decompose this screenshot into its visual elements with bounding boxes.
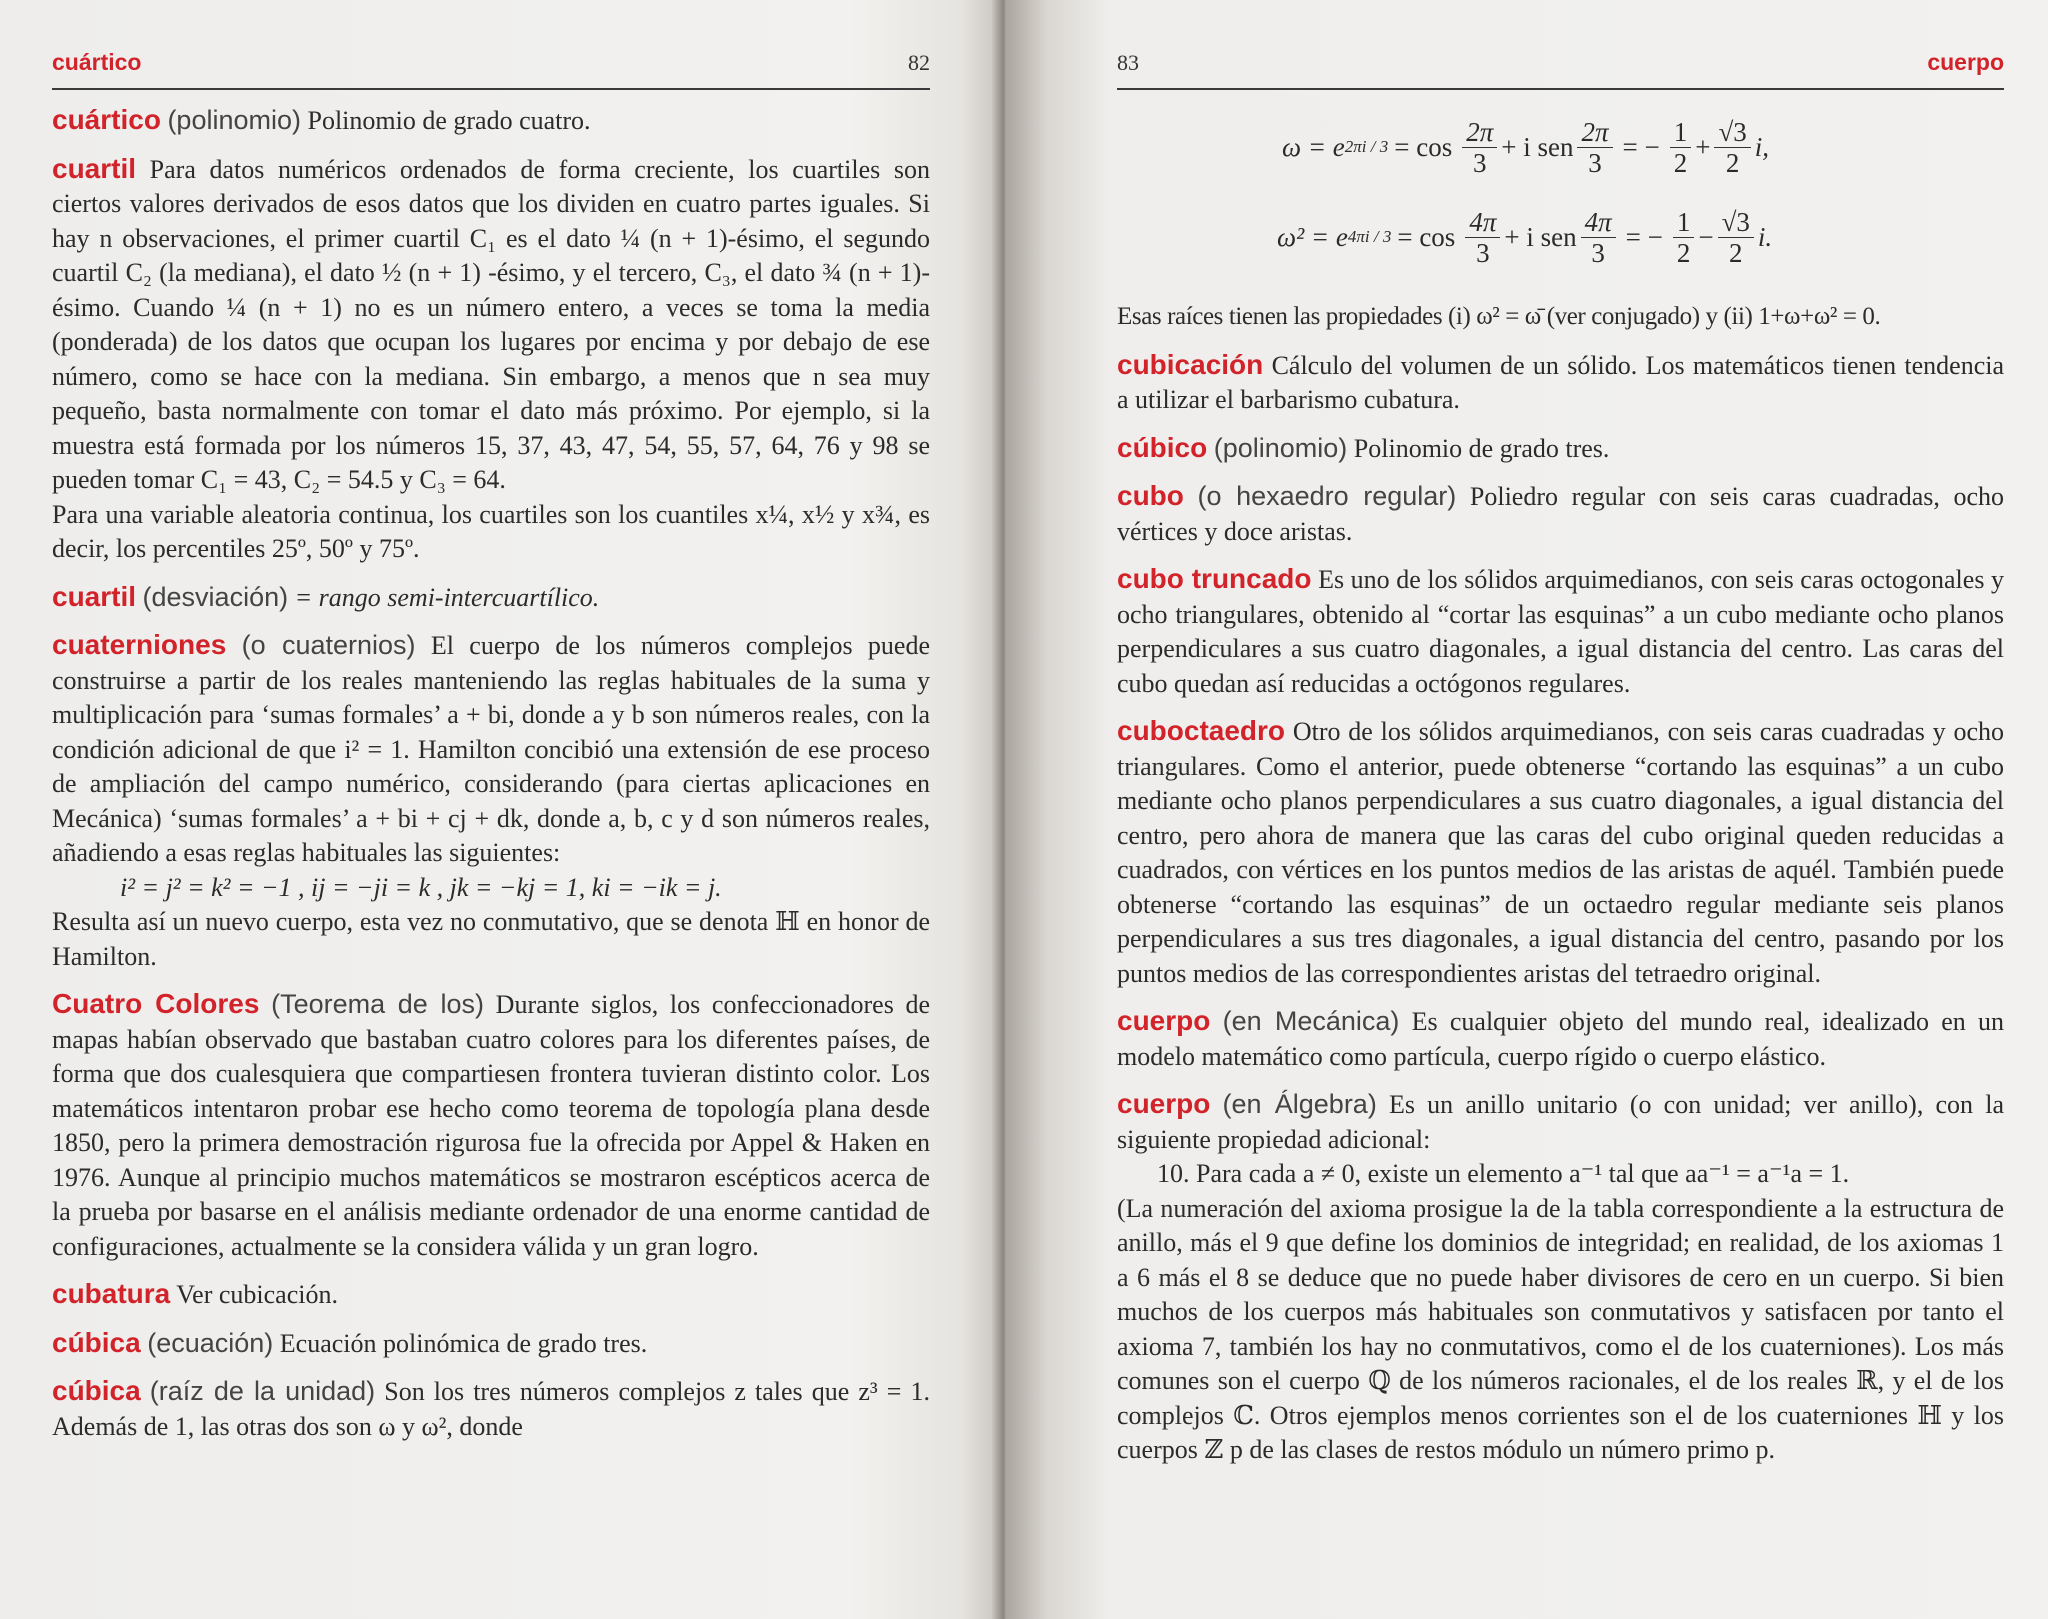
right-page (1005, 0, 2048, 1619)
entry-definition: Es uno de los sólidos arquimedianos, con seis caras octogonales y ocho triangulares, obtenido al “cortar las esquinas” a un cubo mediante ocho planos perpendiculares a sus cuatro diagonales, a igual distancia del centro. Las caras del cubo quedan así reducidas a octógonos regulares. (1117, 565, 2004, 698)
fraction-denominator: 2 (1725, 147, 1740, 178)
imaginary-unit: i, (1754, 132, 1770, 162)
omega2-lhs: ω² = e (1277, 222, 1348, 252)
entry-headword: cúbica (52, 1375, 141, 1406)
entry-headword: cuartil (52, 580, 137, 612)
entry-definition: Otro de los sólidos arquimedianos, con seis caras cuadradas y ocho triangulares. Como el anterior, puede obtenerse “cortando las esquinas” a un cubo mediante ocho planos perpendiculares a sus cuatro diagonales, a igual distancia del centro, pero ahora de manera que las caras del cubo original queden reducidas a cuadrados, con vértices en los puntos medios de las aristas de aquél. También puede obtenerse “cortando las esquinas” de un octaedro regular mediante seis planos perpendiculares a sus tres diagonales, a igual distancia del centro, pasando por los puntos medios de las correspondientes aristas del tetraedro original. (1117, 717, 2004, 988)
fraction-1-2 (1673, 207, 1695, 268)
entry-definition: = rango semi-intercuartílico. (294, 582, 600, 612)
omega-exponent: 2πi / 3 (1344, 137, 1389, 156)
entry-headword: cubo truncado (1117, 563, 1312, 594)
entry-headword: cubo (1117, 480, 1184, 511)
entry-headword: cuerpo (1117, 1005, 1211, 1036)
fraction-sqrt3-2 (1718, 207, 1754, 268)
omega-formula (1117, 102, 2004, 192)
entry-headword: Cuatro Colores (52, 988, 260, 1019)
fraction-denominator: 2 (1676, 237, 1691, 268)
page-number: 82 (908, 50, 930, 75)
fraction-4pi-3 (1465, 207, 1500, 268)
entry-cubico (1117, 431, 2004, 467)
entry-definition: Ver cubicación. (176, 1280, 338, 1309)
entry-definition: Cálculo del volumen de un sólido. Los matemáticos tienen tendencia a utilizar el barbarismo cubatura. (1117, 350, 2004, 414)
entry-definition: Poliedro regular con seis caras cuadradas, ocho vértices y doce aristas. (1117, 482, 2005, 546)
entry-cuartico (52, 103, 930, 139)
fraction-numerator: 2π (1577, 117, 1612, 148)
entry-headword: cúbico (1117, 431, 1208, 463)
entry-paragraph: Resulta así un nuevo cuerpo, esta vez no conmutativo, que se denota ℍ en honor de Hamilton. (52, 907, 930, 971)
entry-headword: cuerpo (1117, 1088, 1211, 1119)
entry-cuboctaedro (1117, 714, 2004, 991)
fraction-numerator: √3 (1714, 117, 1750, 148)
entry-definition: Son los tres números complejos z tales que z³ = 1. Además de 1, las otras dos son ω y ω², donde (52, 1377, 931, 1441)
entry-paragraph: Para una variable aleatoria continua, los cuartiles son los cuantiles x¼, x½ y x¾, es decir, los percentiles 25º, 50º y 75º. (52, 499, 930, 563)
entry-cubica-ecuacion (52, 1326, 930, 1362)
running-header-left (52, 40, 930, 90)
entry-cubica-raiz (52, 1374, 930, 1444)
entry-qualifier: (Teorema de los) (271, 989, 484, 1019)
roots-properties: Esas raíces tienen las propiedades (i) ω² = ω̄ (ver conjugado) y (ii) 1+ω+ω² = 0. (1117, 303, 1881, 330)
entry-paragraph: (La numeración del axioma prosigue la de la tabla correspondiente a la estructura de anillo, más el 9 que define los dominios de integridad; en realidad, de los axiomas 1 a 6 más el 8 se deduce que no puede haber divisores de cero en un cuerpo. Si bien muchos de los cuerpos más habituales son conmutativos y satisfacen por tanto el axioma 7, también los hay no conmutativos, como el de los cuaterniones). Los más comunes son el cuerpo ℚ de los números racionales, el de los reales ℝ, y el de los complejos ℂ. Otros ejemplos menos corrientes son el de los cuaterniones ℍ y los cuerpos ℤ p de las clases de restos módulo un número primo p. (1117, 1193, 2004, 1464)
fraction-2pi-3 (1462, 117, 1497, 178)
entry-headword: cuaterniones (52, 629, 227, 660)
omega-lhs: ω = e (1282, 132, 1345, 162)
entry-headword: cúbica (52, 1326, 141, 1358)
fraction-numerator: 4π (1465, 207, 1500, 238)
fraction-numerator: √3 (1718, 207, 1754, 238)
entry-definition: Es un anillo unitario (o con unidad; ver anillo), con la siguiente propiedad adicional: (1117, 1090, 2004, 1154)
minus-sign: − (1698, 222, 1714, 252)
field-axiom-10: 10. Para cada a ≠ 0, existe un elemento a⁻¹ tal que aa⁻¹ = a⁻¹a = 1. (1157, 1159, 1850, 1188)
fraction-numerator: 2π (1462, 117, 1497, 148)
quaternion-rules-formula: i² = j² = k² = −1 , ij = −ji = k , jk = −kj = 1, ki = −ik = j. (120, 872, 722, 902)
entry-cubicacion (1117, 348, 2004, 418)
entry-cubatura (52, 1277, 930, 1313)
entry-qualifier: (raíz de la unidad) (149, 1376, 376, 1406)
fraction-denominator: 2 (1673, 147, 1688, 178)
left-page (0, 0, 1000, 1619)
equals-minus: = − (1625, 222, 1663, 252)
entry-definition: El cuerpo de los números complejos puede construirse a partir de los reales manteniendo las reglas habituales de la suma y multiplicación para ‘sumas formales’ a + bi, donde a y b son números reales, con la condición adicional de que i² = 1. Hamilton concibió una extensión de ese proceso de ampliación del campo numérico, considerando (para ciertas aplicaciones en Mecánica) ‘sumas formales’ a + bi + cj + dk, donde a, b, c y d son números reales, añadiendo a esas reglas habituales las siguientes: (52, 631, 931, 867)
fraction-1-2 (1670, 117, 1692, 178)
entry-qualifier: (desviación) (142, 581, 289, 612)
entry-definition: Durante siglos, los confeccionadores de mapas habían observado que bastaban cuatro colores para los diferentes países, de forma que dos cualesquiera que compartiesen frontera tuvieran distinto color. Los matemáticos intentaron probar ese hecho como teorema de topología plana desde 1850, pero la primera demostración rigurosa fue la ofrecida por Appel & Haken en 1976. Aunque al principio muchos matemáticos se mostraron escépticos acerca de la prueba por basarse en el análisis mediante ordenador de una enorme cantidad de configuraciones, actualmente se la considera válida y un gran logro. (52, 990, 931, 1261)
fraction-2pi-3 (1577, 117, 1612, 178)
entry-cuartil (52, 152, 930, 567)
page-number: 83 (1117, 50, 1139, 75)
equals-minus: = − (1622, 132, 1660, 162)
entry-headword: cubicación (1117, 348, 1264, 380)
entry-qualifier: (o cuaternios) (241, 630, 416, 660)
fraction-sqrt3-2 (1714, 117, 1750, 178)
entry-headword: cubatura (52, 1278, 171, 1309)
entry-definition: Ecuación polinómica de grado tres. (279, 1328, 648, 1358)
entry-definition: Polinomio de grado cuatro. (307, 106, 591, 135)
entry-qualifier: (ecuación) (147, 1327, 274, 1358)
entry-cuerpo-mecanica (1117, 1004, 2004, 1074)
entry-cuatro-colores (52, 987, 930, 1264)
omega-squared-formula (1117, 192, 2004, 282)
fraction-denominator: 3 (1588, 147, 1602, 178)
fraction-denominator: 2 (1728, 237, 1743, 268)
entry-cuaterniones (52, 628, 930, 974)
entry-cubo-truncado (1117, 562, 2004, 701)
fraction-numerator: 1 (1673, 207, 1695, 238)
entry-qualifier: (en Mecánica) (1222, 1006, 1400, 1036)
isen-label: + i sen (1504, 222, 1577, 252)
fraction-4pi-3 (1581, 207, 1616, 268)
entry-headword: cuártico (52, 104, 161, 135)
entry-cuartil-desviacion (52, 580, 930, 616)
cos-label: = cos (1397, 222, 1456, 252)
entry-qualifier: (polinomio) (1213, 432, 1348, 463)
fraction-denominator: 3 (1476, 237, 1490, 268)
entry-qualifier: (en Álgebra) (1222, 1089, 1377, 1119)
entry-definition: Es cualquier objeto del mundo real, idealizado en un modelo matemático como partícula, cuerpo rígido o cuerpo elástico. (1117, 1007, 2005, 1071)
running-head-word: cuerpo (1927, 49, 2004, 75)
entry-headword: cuartil (52, 152, 137, 184)
imaginary-unit: i. (1757, 222, 1773, 252)
fraction-numerator: 4π (1581, 207, 1616, 238)
entry-definition: Polinomio de grado tres. (1353, 433, 1610, 463)
omega-formulas (1117, 102, 2004, 282)
entry-cubo (1117, 479, 2004, 549)
cos-label: = cos (1394, 132, 1453, 162)
fraction-denominator: 3 (1591, 237, 1605, 268)
running-header-right (1117, 40, 2004, 90)
isen-label: + i sen (1501, 132, 1574, 162)
omega2-exponent: 4πi / 3 (1347, 227, 1392, 246)
fraction-denominator: 3 (1472, 147, 1487, 178)
entry-cuerpo-algebra (1117, 1087, 2004, 1468)
entry-headword: cuboctaedro (1117, 715, 1286, 746)
entry-qualifier: (o hexaedro regular) (1197, 481, 1457, 511)
plus-sign: + (1695, 132, 1711, 162)
fraction-numerator: 1 (1670, 117, 1692, 148)
running-head-word: cuártico (52, 49, 142, 75)
entry-qualifier: (polinomio) (167, 105, 301, 135)
entry-definition: Para datos numéricos ordenados de forma creciente, los cuartiles son ciertos valores derivados de esos datos que los dividen en cuatro partes iguales. Si hay n observaciones, el primer cuartil C₁ es el dato ¼ (n + 1)-ésimo, el segundo cuartil C₂ (la mediana), el dato ½ (n + 1) -ésimo, y el tercero, C₃, el dato ¾ (n + 1)-ésimo. Cuando ¼ (n + 1) no es un número entero, a veces se toma la media (ponderada) de los datos que ocupan los lugares por encima y por debajo de ese número, como se hace con la mediana. Sin embargo, a menos que n sea muy pequeño, basta normalmente con tomar el dato más próximo. Por ejemplo, si la muestra está formada por los números 15, 37, 43, 47, 54, 55, 57, 64, 76 y 98 se pueden tomar C₁ = 43, C₂ = 54.5 y C₃ = 64. (52, 154, 931, 494)
